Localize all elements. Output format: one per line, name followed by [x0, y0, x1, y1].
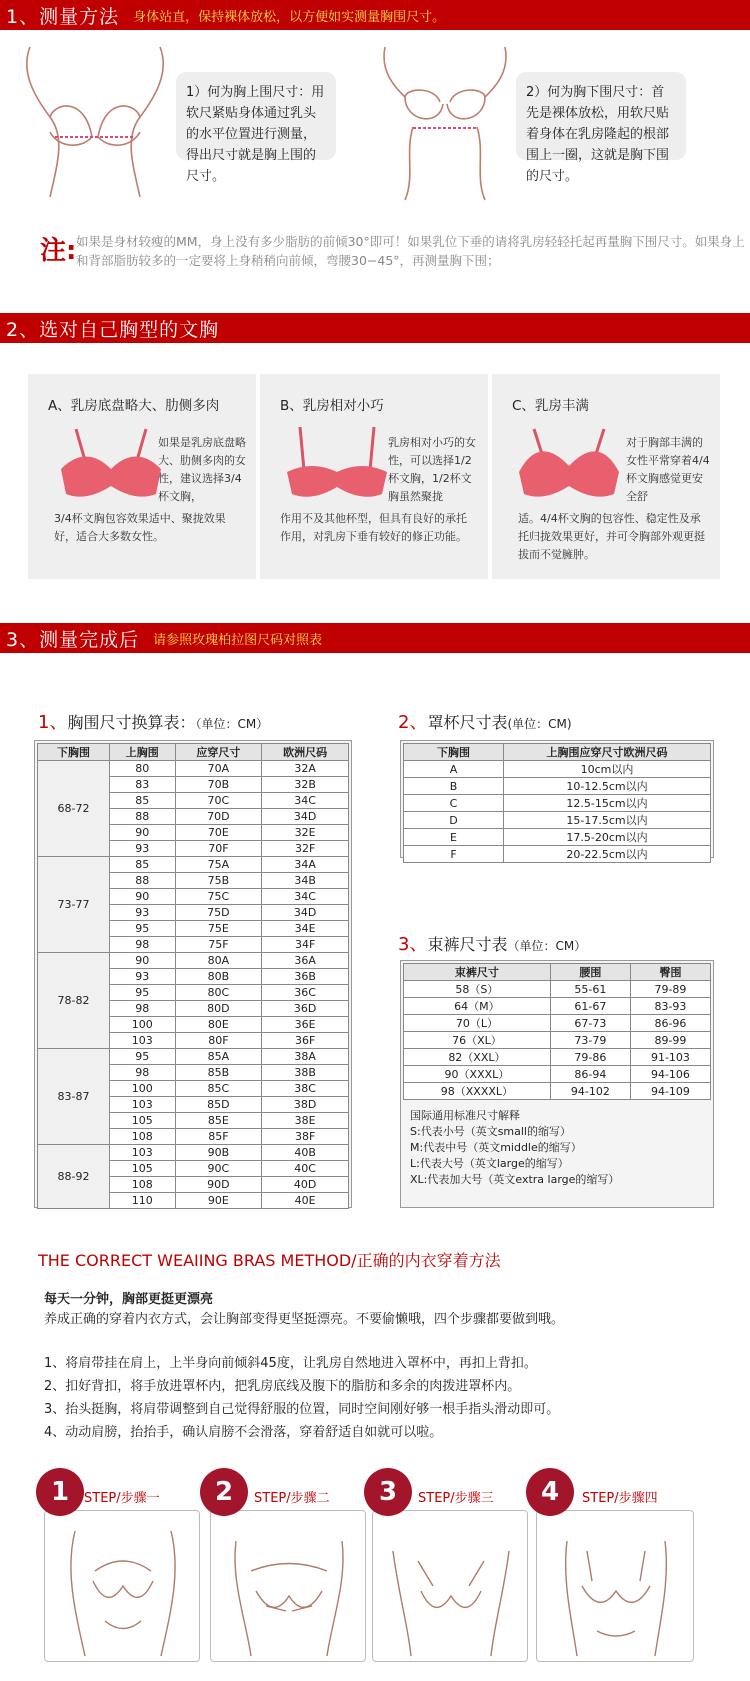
- method-bold-line: 每天一分钟，胸部更挺更漂亮: [44, 1292, 214, 1307]
- cup-table-unit: (单位：CM): [507, 717, 572, 731]
- table-cell: 36F: [262, 1033, 349, 1049]
- step-3-illustration-icon: [373, 1511, 529, 1663]
- table-cell: 98: [110, 1001, 176, 1017]
- table-cell: 40B: [262, 1145, 349, 1161]
- section-3-banner: [0, 623, 750, 653]
- size-legend-s: S:代表小号（英文small的缩写）: [410, 1125, 571, 1138]
- table-cell: 108: [110, 1177, 176, 1193]
- table-cell: 32B: [262, 777, 349, 793]
- table-cell: 10cm以内: [504, 761, 711, 778]
- card-a-title: A、乳房底盘略大、肋侧多肉: [48, 398, 220, 414]
- table-header-cell: 欧洲尺码: [262, 744, 349, 761]
- table-cell: 36C: [262, 985, 349, 1001]
- table-cell: 34C: [262, 793, 349, 809]
- table-row: [404, 998, 711, 1015]
- table-header-cell: 束裤尺寸: [404, 964, 551, 981]
- table-row: [404, 829, 711, 846]
- section-3-subtitle: 请参照玫瑰柏拉图尺码对照表: [153, 632, 323, 648]
- table-header-cell: 臀围: [630, 964, 710, 981]
- table-cell: 105: [110, 1113, 176, 1129]
- table-header-row: [404, 744, 711, 761]
- underbust-range-cell: 73-77: [38, 857, 110, 953]
- step-4-image: [536, 1510, 694, 1662]
- bust-table-heading: [38, 708, 268, 734]
- table-cell: 32F: [262, 841, 349, 857]
- table-cell: 70C: [175, 793, 262, 809]
- table-header-cell: 下胸围: [404, 744, 504, 761]
- table-cell: 82（XXL）: [404, 1049, 551, 1066]
- table-cell: 80D: [175, 1001, 262, 1017]
- table-cell: 34B: [262, 873, 349, 889]
- table-cell: 90E: [175, 1193, 262, 1209]
- method-intro: 养成正确的穿着内衣方式，会让胸部变得更坚挺漂亮。不要偷懒哦，四个步骤都要做到哦。: [44, 1312, 565, 1327]
- card-c-desc-1: 对于胸部丰满的女性平常穿着4/4杯文胸感觉更安全舒: [626, 436, 710, 503]
- table-cell: 34F: [262, 937, 349, 953]
- table-cell: 83-93: [630, 998, 710, 1015]
- bra-type-card-b: [260, 374, 488, 579]
- step-1-label: STEP/步骤一: [84, 1491, 160, 1506]
- table-cell: 55-61: [550, 981, 630, 998]
- table-cell: C: [404, 795, 504, 812]
- table-row: [38, 1049, 349, 1065]
- table-cell: 85C: [175, 1081, 262, 1097]
- table-header-cell: 下胸围: [38, 744, 110, 761]
- body-illustration-upper: [10, 42, 180, 202]
- table-cell: 17.5-20cm以内: [504, 829, 711, 846]
- table-cell: 90: [110, 953, 176, 969]
- table-cell: 88: [110, 809, 176, 825]
- table-row: [404, 1066, 711, 1083]
- table-cell: 15-17.5cm以内: [504, 812, 711, 829]
- briefs-table-unit: （单位：CM）: [507, 939, 587, 953]
- cup-table-heading: [398, 708, 572, 734]
- table-cell: 94-102: [550, 1083, 630, 1100]
- section-1-title: 1、测量方法: [6, 5, 120, 28]
- table-cell: 38C: [262, 1081, 349, 1097]
- table-cell: 103: [110, 1033, 176, 1049]
- table-cell: 32E: [262, 825, 349, 841]
- card-c-title: C、乳房丰满: [512, 398, 589, 414]
- bust-table-title: 胸围尺寸换算表：: [67, 713, 196, 732]
- table-cell: 85B: [175, 1065, 262, 1081]
- section-2-title: 2、选对自己胸型的文胸: [6, 318, 220, 341]
- table-cell: F: [404, 846, 504, 863]
- underbust-range-cell: 83-87: [38, 1049, 110, 1145]
- table-cell: 95: [110, 921, 176, 937]
- bubble-upper-bust: 1）何为胸上围尺寸：用软尺紧贴身体通过乳头的水平位置进行测量，得出尺寸就是胸上围的尺寸。: [176, 72, 336, 160]
- table-cell: 75C: [175, 889, 262, 905]
- table-cell: 90C: [175, 1161, 262, 1177]
- table-cell: 40E: [262, 1193, 349, 1209]
- table-cell: 95: [110, 1049, 176, 1065]
- table-row: [38, 857, 349, 873]
- bubble-under-bust: 2）何为胸下围尺寸：首先是裸体放松，用软尺贴着身体在乳房隆起的根部围上一圈，这就是胸下围的尺寸。: [516, 72, 686, 160]
- step-3-badge: 3: [364, 1468, 412, 1516]
- table-cell: 61-67: [550, 998, 630, 1015]
- table-cell: 70D: [175, 809, 262, 825]
- table-cell: 34A: [262, 857, 349, 873]
- table-cell: 100: [110, 1017, 176, 1033]
- table-cell: 105: [110, 1161, 176, 1177]
- bra-three-quarter-icon: [56, 424, 166, 504]
- bust-size-table: [37, 743, 349, 1209]
- table-cell: 103: [110, 1145, 176, 1161]
- table-cell: 76（XL）: [404, 1032, 551, 1049]
- table-cell: 20-22.5cm以内: [504, 846, 711, 863]
- table-cell: 36E: [262, 1017, 349, 1033]
- table-header-row: [404, 964, 711, 981]
- section-2-banner: [0, 313, 750, 343]
- table-cell: 86-94: [550, 1066, 630, 1083]
- method-step-4: 4、动动肩膀，抬抬手，确认肩膀不会滑落，穿着舒适自如就可以啦。: [44, 1425, 443, 1440]
- table-cell: 79-89: [630, 981, 710, 998]
- note-text: 如果是身材较瘦的MM，身上没有多少脂肪的前倾30°即可！如果乳位下垂的请将乳房轻轻托起再量胸下围尺寸。如果身上和背部脂肪较多的一定要将上身稍稍向前倾，弯腰30−45°，再测量胸下围；: [76, 234, 745, 268]
- bra-type-card-a: [28, 374, 256, 579]
- table-row: [38, 761, 349, 777]
- table-cell: 32A: [262, 761, 349, 777]
- table-row: [404, 1049, 711, 1066]
- step-1-illustration-icon: [45, 1511, 201, 1663]
- table-cell: 38B: [262, 1065, 349, 1081]
- size-legend: [410, 1108, 619, 1188]
- table-row: [404, 981, 711, 998]
- table-cell: 90（XXXL）: [404, 1066, 551, 1083]
- briefs-table-number: 3、: [398, 934, 428, 955]
- table-row: [404, 761, 711, 778]
- step-2-badge: 2: [200, 1468, 248, 1516]
- body-illustration-under: [375, 42, 515, 202]
- table-cell: 93: [110, 841, 176, 857]
- method-step-1: 1、将肩带挂在肩上，上半身向前倾斜45度，让乳房自然地进入罩杯中，再扣上背扣。: [44, 1356, 537, 1371]
- size-legend-m: M:代表中号（英文middle的缩写）: [410, 1141, 582, 1154]
- table-header-cell: 上胸围: [110, 744, 176, 761]
- cup-table-title: 罩杯尺寸表: [427, 713, 508, 732]
- table-cell: 108: [110, 1129, 176, 1145]
- bra-half-cup-icon: [282, 422, 392, 502]
- card-b-desc-2: 作用不及其他杯型，但具有良好的承托作用，对乳房下垂有较好的修正功能。: [280, 512, 467, 543]
- table-cell: 100: [110, 1081, 176, 1097]
- card-b-title: B、乳房相对小巧: [280, 398, 384, 414]
- bra-full-cup-icon: [514, 424, 624, 504]
- section-1-banner: [0, 0, 750, 30]
- underbust-range-cell: 88-92: [38, 1145, 110, 1209]
- table-row: [404, 795, 711, 812]
- step-2-image: [210, 1510, 366, 1662]
- method-title: THE CORRECT WEAIING BRAS METHOD/正确的内衣穿着方法: [38, 1251, 501, 1270]
- step-4-illustration-icon: [537, 1511, 695, 1663]
- table-cell: 85D: [175, 1097, 262, 1113]
- table-cell: 110: [110, 1193, 176, 1209]
- step-1-badge: 1: [36, 1468, 84, 1516]
- table-cell: 12.5-15cm以内: [504, 795, 711, 812]
- table-cell: 94-106: [630, 1066, 710, 1083]
- table-cell: 80B: [175, 969, 262, 985]
- table-cell: 91-103: [630, 1049, 710, 1066]
- table-header-cell: 上胸围应穿尺寸欧洲尺码: [504, 744, 711, 761]
- table-cell: 70B: [175, 777, 262, 793]
- section-1-subtitle: 身体站直，保持裸体放松，以方便如实测量胸围尺寸。: [133, 9, 446, 25]
- briefs-table-title: 束裤尺寸表: [427, 935, 508, 954]
- table-cell: 80E: [175, 1017, 262, 1033]
- table-row: [404, 1015, 711, 1032]
- step-2-label: STEP/步骤二: [254, 1491, 330, 1506]
- table-cell: 89-99: [630, 1032, 710, 1049]
- table-cell: 79-86: [550, 1049, 630, 1066]
- table-cell: 36A: [262, 953, 349, 969]
- size-legend-title: 国际通用标准尺寸解释: [410, 1109, 520, 1122]
- size-legend-l: L:代表大号（英文large的缩写）: [410, 1157, 569, 1170]
- step-3-image: [372, 1510, 528, 1662]
- table-cell: 86-96: [630, 1015, 710, 1032]
- table-cell: 38F: [262, 1129, 349, 1145]
- table-row: [404, 812, 711, 829]
- table-cell: 75D: [175, 905, 262, 921]
- size-legend-xl: XL:代表加大号（英文extra large的缩写）: [410, 1173, 620, 1186]
- table-row: [38, 1145, 349, 1161]
- table-cell: 38D: [262, 1097, 349, 1113]
- table-cell: 75B: [175, 873, 262, 889]
- table-cell: 75A: [175, 857, 262, 873]
- table-cell: E: [404, 829, 504, 846]
- bust-table-unit: （单位：CM）: [195, 717, 269, 731]
- step-4-label: STEP/步骤四: [582, 1491, 658, 1506]
- table-cell: 90B: [175, 1145, 262, 1161]
- briefs-size-table: [403, 963, 711, 1100]
- table-cell: 34D: [262, 905, 349, 921]
- method-step-2: 2、扣好背扣，将手放进罩杯内，把乳房底线及腹下的脂肪和多余的肉拨进罩杯内。: [44, 1379, 521, 1394]
- table-cell: 80F: [175, 1033, 262, 1049]
- table-cell: 38E: [262, 1113, 349, 1129]
- table-cell: 64（M）: [404, 998, 551, 1015]
- step-1-image: [44, 1510, 200, 1662]
- table-header-cell: 腰围: [550, 964, 630, 981]
- table-cell: 70（L）: [404, 1015, 551, 1032]
- table-cell: D: [404, 812, 504, 829]
- table-cell: B: [404, 778, 504, 795]
- method-step-3: 3、抬头挺胸，将肩带调整到自己觉得舒服的位置，同时空间刚好够一根手指头滑动即可。: [44, 1402, 560, 1417]
- table-cell: 73-79: [550, 1032, 630, 1049]
- table-cell: 98: [110, 1065, 176, 1081]
- step-3-label: STEP/步骤三: [418, 1491, 494, 1506]
- table-cell: 88: [110, 873, 176, 889]
- table-cell: 34D: [262, 809, 349, 825]
- method-steps: [44, 1352, 559, 1444]
- table-cell: 83: [110, 777, 176, 793]
- table-row: [404, 778, 711, 795]
- table-row: [404, 1032, 711, 1049]
- table-cell: 70A: [175, 761, 262, 777]
- bra-type-card-c: [492, 374, 720, 579]
- table-cell: 75F: [175, 937, 262, 953]
- card-b-desc-1: 乳房相对小巧的女性，可以选择1/2杯文胸，1/2杯文胸虽然聚拢: [388, 436, 476, 503]
- table-header-row: [38, 744, 349, 761]
- table-cell: 67-73: [550, 1015, 630, 1032]
- table-cell: 85: [110, 857, 176, 873]
- table-cell: 40C: [262, 1161, 349, 1177]
- note-label: 注:: [40, 236, 77, 266]
- table-cell: 94-109: [630, 1083, 710, 1100]
- card-a-desc-1: 如果是乳房底盘略大、肋侧多肉的女性，建议选择3/4杯文胸，: [158, 436, 246, 503]
- table-cell: 75E: [175, 921, 262, 937]
- table-cell: 90: [110, 889, 176, 905]
- section-3-title: 3、测量完成后: [6, 628, 140, 651]
- cup-table-number: 2、: [398, 712, 428, 733]
- table-cell: 85: [110, 793, 176, 809]
- table-cell: 93: [110, 969, 176, 985]
- card-c-desc-2: 适。4/4杯文胸的包容性、稳定性及承托归拢效果更好，并可令胸部外观更挺拔而不觉臃肿。: [518, 512, 705, 561]
- underbust-range-cell: 78-82: [38, 953, 110, 1049]
- table-cell: A: [404, 761, 504, 778]
- table-cell: 34E: [262, 921, 349, 937]
- table-cell: 98: [110, 937, 176, 953]
- table-cell: 85F: [175, 1129, 262, 1145]
- table-cell: 38A: [262, 1049, 349, 1065]
- table-cell: 40D: [262, 1177, 349, 1193]
- step-2-illustration-icon: [211, 1511, 367, 1663]
- table-cell: 90D: [175, 1177, 262, 1193]
- table-cell: 58（S）: [404, 981, 551, 998]
- table-cell: 80C: [175, 985, 262, 1001]
- table-cell: 103: [110, 1097, 176, 1113]
- cup-size-table: [403, 743, 711, 863]
- table-cell: 70F: [175, 841, 262, 857]
- briefs-table-heading: [398, 930, 586, 956]
- step-4-badge: 4: [526, 1468, 574, 1516]
- table-cell: 36B: [262, 969, 349, 985]
- table-header-cell: 应穿尺寸: [175, 744, 262, 761]
- table-cell: 85E: [175, 1113, 262, 1129]
- table-row: [404, 846, 711, 863]
- table-cell: 85A: [175, 1049, 262, 1065]
- table-cell: 80: [110, 761, 176, 777]
- table-cell: 90: [110, 825, 176, 841]
- card-a-desc-2: 3/4杯文胸包容效果适中、聚拢效果好，适合大多数女性。: [54, 512, 226, 543]
- table-cell: 70E: [175, 825, 262, 841]
- underbust-range-cell: 68-72: [38, 761, 110, 857]
- table-cell: 10-12.5cm以内: [504, 778, 711, 795]
- bust-table-number: 1、: [38, 712, 68, 733]
- table-cell: 98（XXXXL）: [404, 1083, 551, 1100]
- table-cell: 80A: [175, 953, 262, 969]
- table-cell: 93: [110, 905, 176, 921]
- table-row: [38, 953, 349, 969]
- table-row: [404, 1083, 711, 1100]
- table-cell: 95: [110, 985, 176, 1001]
- table-cell: 34C: [262, 889, 349, 905]
- table-cell: 36D: [262, 1001, 349, 1017]
